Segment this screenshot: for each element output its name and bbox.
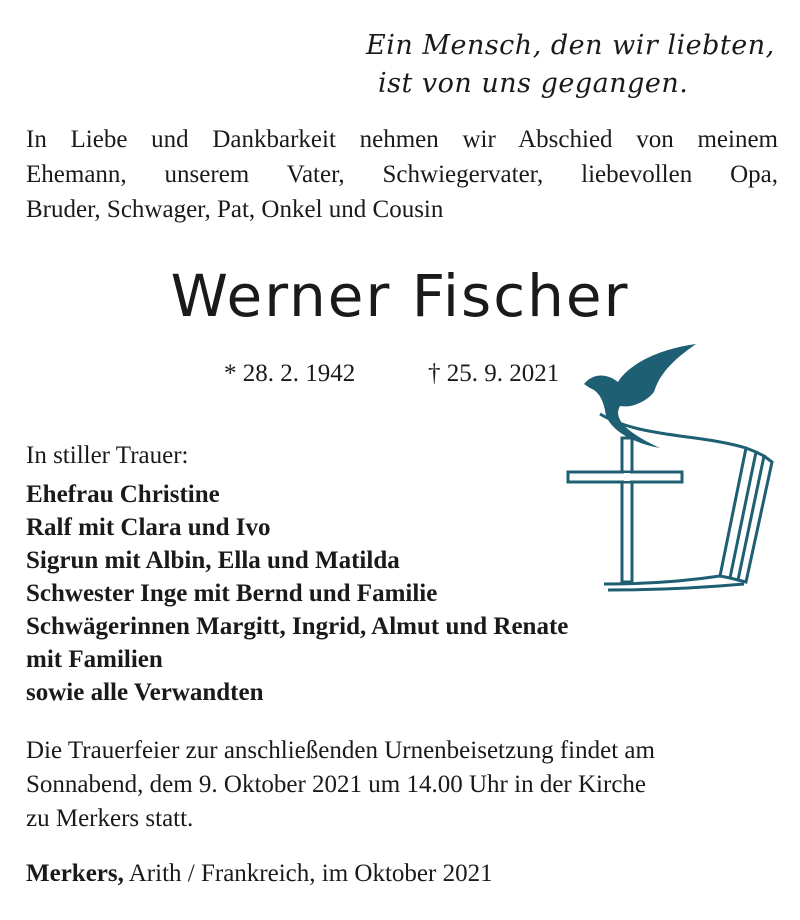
closing-line [26, 860, 493, 888]
birth-date: * 28. 2. 1942 [224, 360, 356, 387]
mourning-label: In stiller Trauer: [26, 442, 189, 469]
cross-vertical [622, 438, 632, 582]
mourner-entry: Schwester Inge mit Bernd und Familie [26, 580, 438, 607]
service-line: Sonnabend, dem 9. Oktober 2021 um 14.00 Uhr in der Kirche [26, 771, 647, 798]
intro-line: In Liebe und Dankbarkeit nehmen wir Abschied von meinem [26, 126, 778, 153]
service-line: Die Trauerfeier zur anschließenden Urnenbeisetzung findet am [26, 737, 655, 764]
intro-line: Ehemann, unserem Vater, Schwiegervater, liebevollen Opa, [26, 161, 778, 188]
mourner-entry: mit Familien [26, 646, 163, 673]
mourners-list [26, 478, 568, 709]
deceased-name: Werner Fischer [170, 262, 630, 330]
closing-place: Merkers, [26, 860, 124, 887]
mourner-entry: sowie alle Verwandten [26, 679, 264, 706]
mourner-entry: Ralf mit Clara und Ivo [26, 514, 271, 541]
mourner-entry: Sigrun mit Albin, Ella und Matilda [26, 547, 400, 574]
motto-line-2: ist von uns gegangen. [378, 68, 689, 99]
service-announcement [26, 734, 655, 836]
intro-line: Bruder, Schwager, Pat, Onkel und Cousin [26, 196, 444, 223]
dove-icon [584, 344, 696, 448]
mourner-entry: Schwägerinnen Margitt, Ingrid, Almut und Renate [26, 613, 569, 640]
dove-cross-book-icon [560, 338, 778, 598]
closing-rest: Arith / Frankreich, im Oktober 2021 [123, 860, 493, 887]
service-line: zu Merkers statt. [26, 805, 194, 832]
motto-line-1: Ein Mensch, den wir liebten, [366, 30, 775, 61]
intro-paragraph [26, 122, 778, 227]
death-date: † 25. 9. 2021 [428, 360, 560, 387]
mourner-entry: Ehefrau Christine [26, 481, 220, 508]
